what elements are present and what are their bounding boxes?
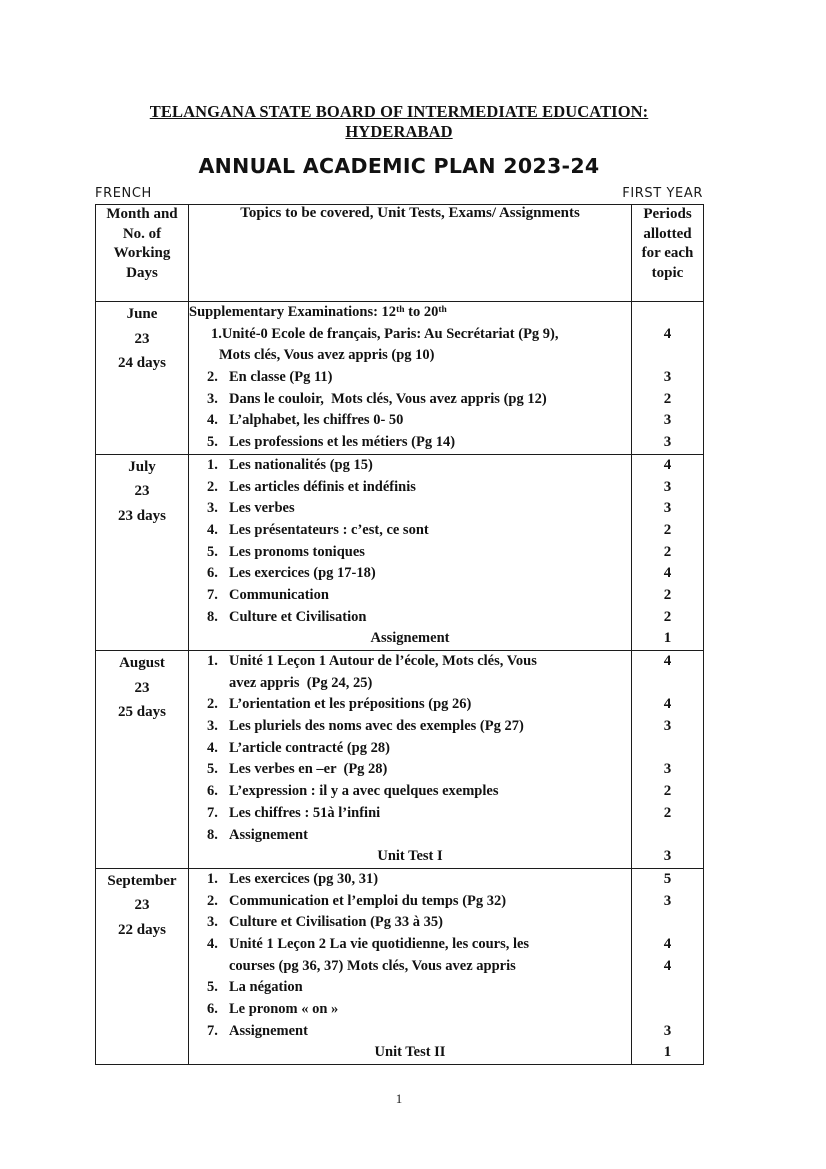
topic-line: [189, 846, 631, 868]
topic-number: 6.: [207, 565, 218, 582]
period-value: 2: [663, 543, 672, 560]
periods-cell: [632, 868, 704, 1064]
topic-text: Culture et Civilisation (Pg 33 à 35): [229, 914, 443, 931]
topic-number: 5.: [207, 434, 218, 451]
table-header-month: Month and No. of Working Days: [96, 205, 189, 302]
period-value: 4: [663, 456, 672, 473]
topic-text: Unit Test II: [374, 1044, 446, 1061]
topic-number: 3.: [207, 718, 218, 735]
period-value: 3: [663, 434, 672, 451]
board-title: TELANGANA STATE BOARD OF INTERMEDIATE EDUCATION: HYDERABAD: [149, 102, 649, 141]
period-value: 5: [663, 870, 672, 887]
topic-text: Dans le couloir, Mots clés, Vous avez appris (pg 12): [229, 390, 547, 407]
period-value: 2: [663, 804, 672, 821]
topic-line: [189, 694, 631, 716]
topic-number: 5.: [207, 979, 218, 996]
topic-text: Supplementary Examinations: 12: [189, 304, 397, 320]
period-value: 3: [663, 500, 672, 517]
topic-line: [189, 389, 631, 411]
topic-text: Les présentateurs : c’est, ce sont: [229, 521, 429, 538]
period-value: [632, 977, 703, 999]
period-value: 2: [663, 390, 672, 407]
period-value: 3: [663, 761, 672, 778]
month-row: [96, 868, 704, 1064]
topic-text: L’expression : il y a avec quelques exemples: [229, 783, 499, 800]
topic-text: Communication: [229, 586, 329, 603]
topic-text: Les articles définis et indéfinis: [229, 478, 416, 495]
topic-text: Assignement: [229, 1022, 308, 1039]
topic-line: [189, 738, 631, 760]
subheader-row: [95, 186, 703, 201]
superscript-text: th: [396, 305, 405, 315]
topic-text: Unité 1 Leçon 1 Autour de l’école, Mots clés, Vous: [229, 653, 537, 669]
topic-line: [189, 432, 631, 454]
topic-number: 7.: [207, 1022, 218, 1039]
period-value: 3: [663, 478, 672, 495]
month-name: September: [107, 872, 177, 889]
period-value: 2: [663, 586, 672, 603]
topics-cell: [189, 302, 632, 455]
month-name: June: [126, 306, 158, 322]
topics-cell: [189, 651, 632, 869]
period-value: 2: [663, 783, 672, 800]
month-cell: [96, 651, 189, 869]
topic-text: Les exercices (pg 30, 31): [229, 870, 379, 887]
topic-text: En classe (Pg 11): [229, 369, 333, 386]
periods-cell: [632, 302, 704, 455]
topic-text: Communication et l’emploi du temps (Pg 32): [229, 892, 507, 909]
topic-line: [189, 455, 631, 477]
periods-cell: [632, 651, 704, 869]
topic-text: L’alphabet, les chiffres 0- 50: [229, 412, 404, 429]
topic-text: to 20: [404, 304, 439, 320]
topic-line: [189, 999, 631, 1021]
period-value: 4: [663, 957, 672, 974]
period-value: [632, 673, 703, 695]
topic-line: [189, 302, 631, 324]
period-value: 2: [663, 521, 672, 538]
topic-number: 1.: [207, 456, 218, 473]
topic-text: Les verbes: [229, 500, 295, 517]
topic-number: 1.: [207, 653, 218, 669]
topic-line: [189, 977, 631, 999]
period-value: [632, 912, 703, 934]
period-value: 4: [663, 653, 672, 669]
month-cell: [96, 454, 189, 650]
topic-number: 6.: [207, 783, 218, 800]
academic-plan-table: [95, 204, 704, 1065]
topic-text: Unité 1 Leçon 2 La vie quotidienne, les cours, les: [229, 935, 530, 952]
topic-line: [189, 563, 631, 585]
topic-text: Le pronom « on »: [229, 1001, 339, 1017]
month-name: July: [128, 458, 156, 475]
topic-line: [189, 759, 631, 781]
topic-text: Les professions et les métiers (Pg 14): [229, 434, 456, 451]
period-value: [632, 738, 703, 760]
period-value: 3: [663, 1022, 672, 1039]
topic-line: [189, 803, 631, 825]
topics-cell: [189, 868, 632, 1064]
topic-line: [189, 477, 631, 499]
period-value: [632, 999, 703, 1021]
topic-number: 7.: [207, 586, 218, 603]
topic-text: 1.Unité-0 Ecole de français, Paris: Au Secrétariat (Pg 9),: [211, 325, 559, 342]
month-row: [96, 302, 704, 455]
topic-text: L’orientation et les prépositions (pg 26): [229, 696, 472, 713]
month-days: 22 days: [118, 921, 166, 938]
topic-number: 2.: [207, 892, 218, 909]
topic-number: 5.: [207, 761, 218, 778]
topic-line: [189, 607, 631, 629]
period-value: 3: [663, 718, 672, 735]
topic-line: [189, 891, 631, 913]
topic-line: [189, 781, 631, 803]
topic-number: 1.: [207, 870, 218, 887]
table-header-topics: Topics to be covered, Unit Tests, Exams/ Assignments: [189, 205, 632, 302]
topic-text: Unit Test I: [377, 848, 443, 865]
topic-text: Culture et Civilisation: [229, 608, 367, 625]
topic-line: [189, 1042, 631, 1064]
page-number: 1: [395, 1091, 403, 1107]
topic-text: Assignement: [370, 630, 450, 647]
topic-number: 4.: [207, 739, 218, 756]
topic-line: [189, 628, 631, 650]
month-row: [96, 651, 704, 869]
period-value: 1: [663, 1044, 672, 1061]
period-value: 3: [663, 369, 672, 386]
month-working-count: 23: [134, 330, 150, 347]
topic-text: Mots clés, Vous avez appris (pg 10): [219, 347, 435, 364]
period-value: 1: [663, 630, 672, 647]
topic-line: [189, 934, 631, 956]
subject-label: FRENCH: [95, 186, 152, 201]
topic-line: [189, 912, 631, 934]
topic-text: avez appris (Pg 24, 25): [229, 674, 373, 691]
topic-text: Les exercices (pg 17-18): [229, 565, 376, 582]
topic-line: [189, 673, 631, 695]
topic-number: 8.: [207, 608, 218, 625]
topic-number: 4.: [207, 935, 218, 952]
topic-text: L’article contracté (pg 28): [229, 739, 390, 756]
month-cell: [96, 302, 189, 455]
month-working-count: 23: [134, 897, 150, 914]
period-value: 4: [663, 325, 672, 342]
topic-text: courses (pg 36, 37) Mots clés, Vous avez appris: [229, 957, 516, 974]
table-header-periods: Periods allotted for each topic: [632, 205, 704, 302]
document-content: [95, 0, 703, 1107]
topic-number: 4.: [207, 521, 218, 538]
topic-line: [189, 410, 631, 432]
topic-text: Les nationalités (pg 15): [229, 456, 373, 473]
month-name: August: [119, 655, 165, 671]
period-value: [632, 302, 703, 324]
topic-line: [189, 956, 631, 978]
topic-line: [189, 1021, 631, 1043]
period-value: 4: [663, 565, 672, 582]
topic-line: [189, 324, 631, 346]
topic-number: 6.: [207, 1001, 218, 1017]
topic-number: 3.: [207, 500, 218, 517]
topic-line: [189, 367, 631, 389]
period-value: 3: [663, 848, 672, 865]
topic-number: 4.: [207, 412, 218, 429]
topic-line: [189, 498, 631, 520]
topic-number: 3.: [207, 390, 218, 407]
topic-number: 2.: [207, 696, 218, 713]
topic-number: 5.: [207, 543, 218, 560]
month-row: [96, 454, 704, 650]
period-value: 4: [663, 696, 672, 713]
topic-line: [189, 825, 631, 847]
topic-line: [189, 716, 631, 738]
superscript-text: th: [438, 305, 447, 315]
period-value: 2: [663, 608, 672, 625]
topic-number: 7.: [207, 804, 218, 821]
period-value: 4: [663, 935, 672, 952]
topic-number: 3.: [207, 914, 218, 931]
periods-cell: [632, 454, 704, 650]
plan-title: ANNUAL ACADEMIC PLAN 2023-24: [198, 154, 600, 178]
topic-line: [189, 651, 631, 673]
month-days: 25 days: [118, 704, 166, 720]
year-label: FIRST YEAR: [622, 186, 703, 201]
topic-number: 2.: [207, 369, 218, 386]
topic-text: Les verbes en –er (Pg 28): [229, 761, 388, 778]
topic-text: La négation: [229, 979, 303, 996]
month-days: 24 days: [118, 355, 166, 371]
table-body: [96, 302, 704, 1065]
topic-text: Les chiffres : 51à l’infini: [229, 804, 381, 821]
period-value: 3: [663, 892, 672, 909]
month-cell: [96, 868, 189, 1064]
period-value: [632, 825, 703, 847]
topics-cell: [189, 454, 632, 650]
topic-text: Les pluriels des noms avec des exemples (Pg 27): [229, 718, 524, 735]
topic-line: [189, 869, 631, 891]
topic-line: [189, 585, 631, 607]
month-working-count: 23: [134, 483, 150, 500]
month-days: 23 days: [118, 507, 166, 524]
topic-line: [189, 520, 631, 542]
topic-number: 2.: [207, 478, 218, 495]
topic-text: Assignement: [229, 826, 308, 843]
month-working-count: 23: [134, 679, 150, 696]
table-header-row: [96, 205, 704, 302]
topic-text: Les pronoms toniques: [229, 543, 365, 560]
topic-line: [189, 542, 631, 564]
topic-number: 8.: [207, 826, 218, 843]
period-value: 3: [663, 412, 672, 429]
topic-line: [189, 345, 631, 367]
period-value: [632, 345, 703, 367]
